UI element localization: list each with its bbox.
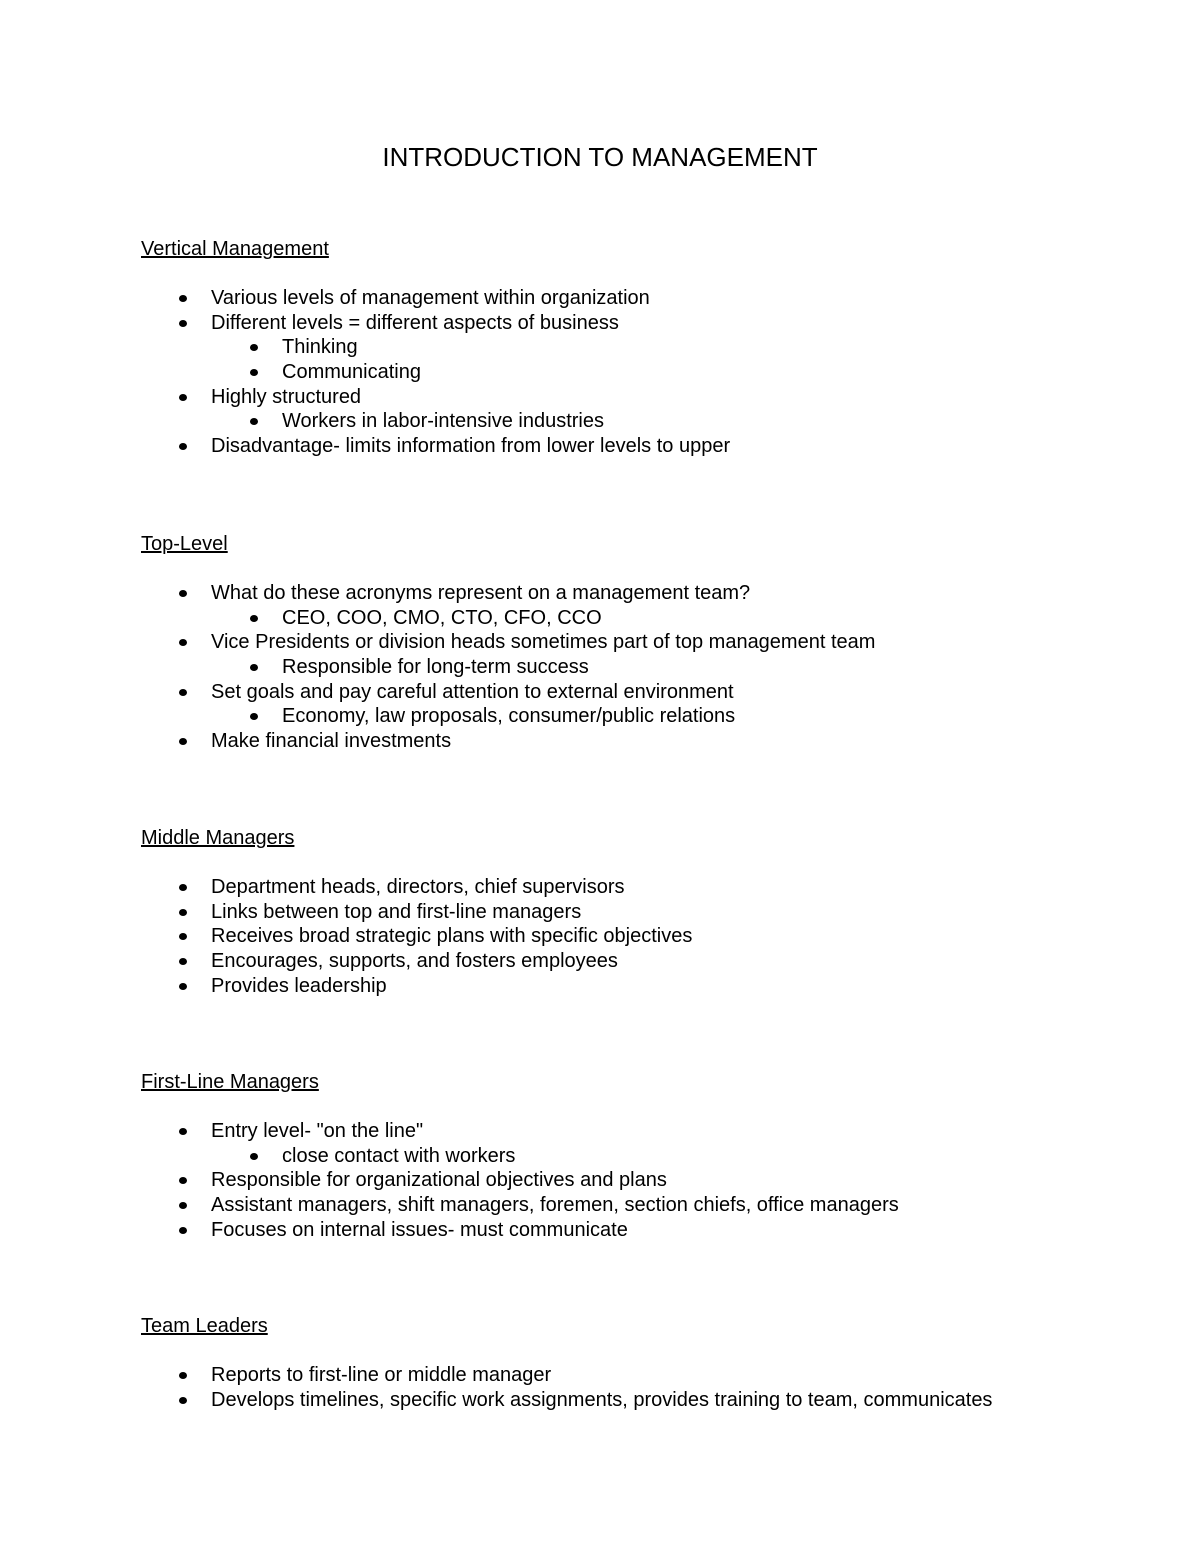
- list-item-text: Thinking: [282, 336, 358, 359]
- bullet-icon: [179, 1397, 187, 1404]
- sub-list-item: [141, 1144, 1141, 1169]
- bullet-icon: [179, 689, 187, 696]
- list-item-text: Assistant managers, shift managers, foremen, section chiefs, office managers: [211, 1194, 899, 1217]
- section-first-line-managers: [141, 1070, 1141, 1242]
- list-item-text: Responsible for long-term success: [282, 656, 589, 679]
- bullet-icon: [250, 713, 258, 720]
- list-item: [141, 434, 1141, 459]
- list-item-text: Various levels of management within organization: [211, 287, 650, 309]
- bullet-icon: [179, 1372, 187, 1379]
- section-heading: Vertical Management: [141, 238, 329, 260]
- list-item: [141, 924, 1141, 949]
- bullet-icon: [179, 1227, 187, 1234]
- bullet-icon: [179, 983, 187, 990]
- bullet-icon: [179, 909, 187, 916]
- list-item: [141, 875, 1141, 900]
- bullet-icon: [179, 1202, 187, 1209]
- list-item-text: CEO, COO, CMO, CTO, CFO, CCO: [282, 606, 602, 629]
- section-heading: Team Leaders: [141, 1315, 268, 1337]
- sub-list-item: [141, 655, 1141, 680]
- list-item-text: Workers in labor-intensive industries: [282, 410, 604, 433]
- list-item: [141, 1388, 1141, 1413]
- bullet-list: [141, 1363, 1141, 1412]
- list-item: [141, 974, 1141, 999]
- bullet-icon: [179, 443, 187, 450]
- list-item-text: Make financial investments: [211, 730, 452, 753]
- document-title: INTRODUCTION TO MANAGEMENT: [382, 142, 818, 172]
- list-item-text: Vice Presidents or division heads sometimes part of top management team: [211, 631, 876, 654]
- bullet-list: [141, 286, 1141, 459]
- bullet-list: [141, 875, 1141, 998]
- list-item-text: Receives broad strategic plans with specific objectives: [211, 925, 693, 948]
- bullet-icon: [250, 615, 258, 622]
- bullet-icon: [250, 369, 258, 376]
- bullet-icon: [179, 1177, 187, 1184]
- list-item: [141, 630, 1141, 655]
- list-item: [141, 1119, 1141, 1144]
- bullet-icon: [179, 320, 187, 327]
- list-item-text: What do these acronyms represent on a management team?: [211, 582, 751, 604]
- list-item-text: Highly structured: [211, 385, 362, 408]
- bullet-icon: [179, 295, 187, 302]
- bullet-list: [141, 581, 1141, 754]
- bullet-icon: [179, 639, 187, 646]
- list-item: [141, 900, 1141, 925]
- bullet-list: [141, 1119, 1141, 1242]
- section-team-leaders: [141, 1314, 1141, 1412]
- list-item: [141, 385, 1141, 410]
- list-item-text: Encourages, supports, and fosters employees: [211, 950, 618, 973]
- bullet-icon: [250, 344, 258, 351]
- section-heading: Middle Managers: [141, 827, 295, 849]
- list-item-text: Responsible for organizational objectives and plans: [211, 1169, 667, 1192]
- list-item-text: Focuses on internal issues- must communicate: [211, 1218, 628, 1241]
- bullet-icon: [250, 1153, 258, 1160]
- sub-list-item: [141, 704, 1141, 729]
- list-item-text: close contact with workers: [282, 1144, 516, 1167]
- section-heading: Top-Level: [141, 533, 228, 555]
- sub-list-item: [141, 409, 1141, 434]
- section-vertical-management: [141, 237, 1141, 459]
- list-item-text: Links between top and first-line managers: [211, 900, 582, 923]
- list-item-text: Different levels = different aspects of business: [211, 311, 619, 334]
- list-item: [141, 680, 1141, 705]
- bullet-icon: [179, 884, 187, 891]
- list-item: [141, 1168, 1141, 1193]
- list-item-text: Economy, law proposals, consumer/public relations: [282, 705, 736, 728]
- list-item-text: Provides leadership: [211, 974, 387, 997]
- list-item: [141, 949, 1141, 974]
- list-item: [141, 1218, 1141, 1243]
- bullet-icon: [250, 418, 258, 425]
- list-item-text: Department heads, directors, chief supervisors: [211, 876, 625, 898]
- sub-list-item: [141, 606, 1141, 631]
- bullet-icon: [179, 1128, 187, 1135]
- list-item: [141, 286, 1141, 311]
- sub-list-item: [141, 360, 1141, 385]
- bullet-icon: [179, 933, 187, 940]
- bullet-icon: [179, 738, 187, 745]
- list-item: [141, 311, 1141, 336]
- list-item-text: Entry level- "on the line": [211, 1120, 424, 1142]
- bullet-icon: [250, 664, 258, 671]
- list-item-text: Set goals and pay careful attention to external environment: [211, 680, 734, 703]
- list-item: [141, 729, 1141, 754]
- sub-list-item: [141, 335, 1141, 360]
- section-heading: First-Line Managers: [141, 1071, 319, 1093]
- bullet-icon: [179, 958, 187, 965]
- section-middle-managers: [141, 826, 1141, 998]
- list-item-text: Reports to first-line or middle manager: [211, 1364, 552, 1386]
- list-item: [141, 1363, 1141, 1388]
- list-item-text: Develops timelines, specific work assignments, provides training to team, communicates: [211, 1388, 993, 1411]
- bullet-icon: [179, 590, 187, 597]
- bullet-icon: [179, 394, 187, 401]
- list-item-text: Communicating: [282, 361, 421, 384]
- section-top-level: [141, 532, 1141, 754]
- list-item-text: Disadvantage- limits information from lower levels to upper: [211, 435, 731, 458]
- list-item: [141, 581, 1141, 606]
- list-item: [141, 1193, 1141, 1218]
